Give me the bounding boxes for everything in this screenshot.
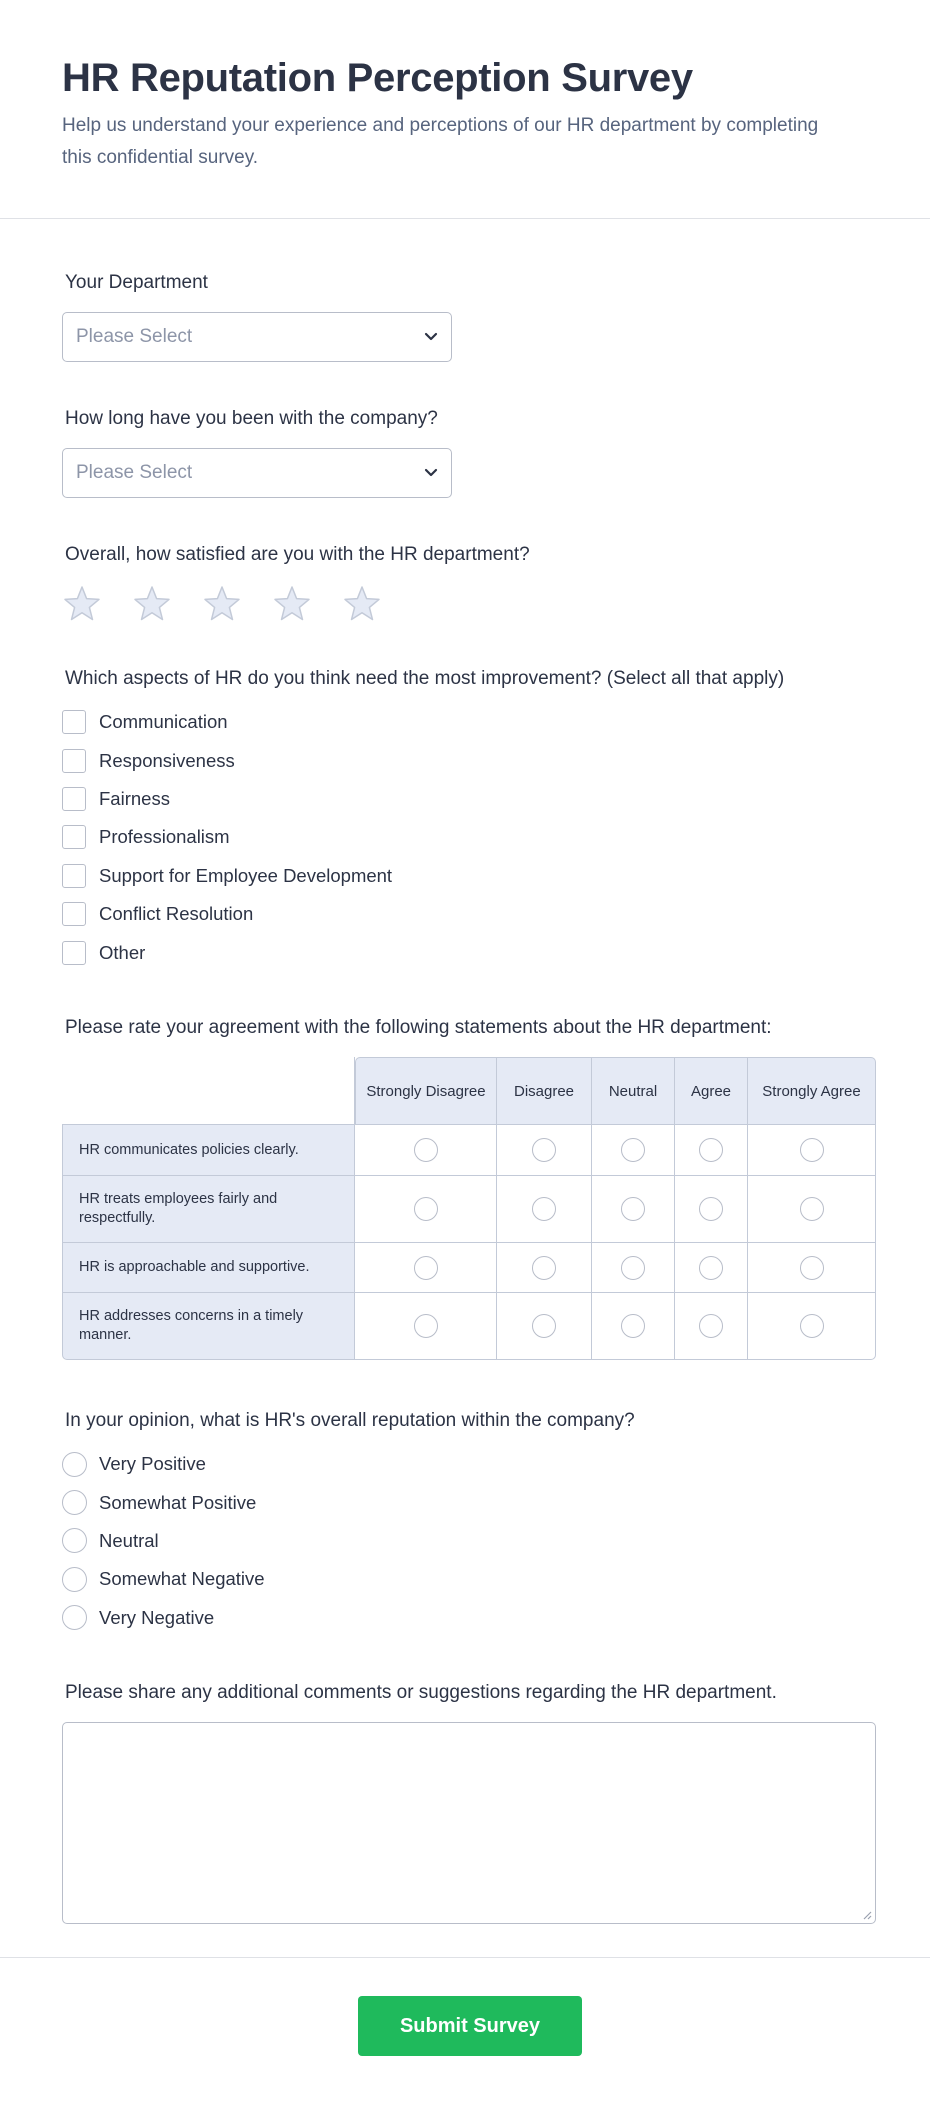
radio-button[interactable]: [62, 1605, 87, 1630]
matrix-radio[interactable]: [532, 1138, 556, 1162]
matrix-row-label: HR addresses concerns in a timely manner.: [62, 1293, 355, 1360]
checkbox-option[interactable]: Conflict Resolution: [62, 895, 392, 933]
chevron-down-icon: [423, 329, 439, 345]
reputation-label: In your opinion, what is HR's overall reputation within the company?: [65, 1410, 635, 1431]
star-icon[interactable]: [62, 584, 102, 624]
survey-header: [0, 0, 930, 219]
satisfaction-label: Overall, how satisfied are you with the HR department?: [65, 544, 530, 565]
star-rating: [62, 584, 382, 624]
checkbox-option[interactable]: Communication: [62, 703, 392, 741]
radio-option[interactable]: Somewhat Positive: [62, 1483, 265, 1521]
radio-option[interactable]: Very Positive: [62, 1445, 265, 1483]
matrix-column-header: Strongly Disagree: [355, 1057, 497, 1125]
submit-button[interactable]: Submit Survey: [358, 1996, 582, 2056]
matrix-radio[interactable]: [532, 1197, 556, 1221]
checkbox[interactable]: [62, 787, 86, 811]
department-label: Your Department: [65, 272, 208, 293]
matrix-column-header: Disagree: [497, 1057, 592, 1125]
improvement-label: Which aspects of HR do you think need the most improvement? (Select all that apply): [65, 668, 785, 689]
radio-option[interactable]: Very Negative: [62, 1599, 265, 1637]
matrix-radio[interactable]: [699, 1256, 723, 1280]
matrix-radio[interactable]: [699, 1314, 723, 1338]
matrix-row: [62, 1125, 876, 1176]
checkbox[interactable]: [62, 902, 86, 926]
improvement-options: [62, 703, 392, 972]
checkbox-option[interactable]: Support for Employee Development: [62, 857, 392, 895]
radio-button[interactable]: [62, 1528, 87, 1553]
page-title: HR Reputation Perception Survey: [62, 56, 693, 100]
matrix-radio[interactable]: [621, 1197, 645, 1221]
matrix-radio[interactable]: [699, 1138, 723, 1162]
matrix-radio[interactable]: [414, 1197, 438, 1221]
radio-option[interactable]: Neutral: [62, 1522, 265, 1560]
matrix-row: [62, 1176, 876, 1243]
star-icon[interactable]: [342, 584, 382, 624]
chevron-down-icon: [423, 465, 439, 481]
checkbox-option[interactable]: Responsiveness: [62, 741, 392, 779]
matrix-row-label: HR treats employees fairly and respectfully.: [62, 1176, 355, 1243]
checkbox[interactable]: [62, 710, 86, 734]
form-footer: [0, 1957, 930, 2102]
department-select-value: Please Select: [76, 326, 193, 347]
matrix-radio[interactable]: [800, 1138, 824, 1162]
department-select[interactable]: [62, 312, 452, 362]
matrix-radio[interactable]: [414, 1314, 438, 1338]
matrix-radio[interactable]: [699, 1197, 723, 1221]
tenure-select-value: Please Select: [76, 462, 193, 483]
matrix-column-header: Neutral: [592, 1057, 675, 1125]
radio-button[interactable]: [62, 1567, 87, 1592]
star-icon[interactable]: [202, 584, 242, 624]
agreement-label: Please rate your agreement with the following statements about the HR department:: [65, 1017, 772, 1038]
checkbox[interactable]: [62, 749, 86, 773]
checkbox[interactable]: [62, 864, 86, 888]
matrix-radio[interactable]: [621, 1138, 645, 1162]
matrix-radio[interactable]: [800, 1256, 824, 1280]
agreement-matrix: [62, 1057, 876, 1360]
checkbox[interactable]: [62, 825, 86, 849]
matrix-row-label: HR communicates policies clearly.: [62, 1125, 355, 1176]
matrix-radio[interactable]: [800, 1314, 824, 1338]
radio-option[interactable]: Somewhat Negative: [62, 1560, 265, 1598]
matrix-row: [62, 1243, 876, 1293]
comments-label: Please share any additional comments or suggestions regarding the HR department.: [65, 1682, 777, 1703]
matrix-row-label: HR is approachable and supportive.: [62, 1243, 355, 1293]
radio-button[interactable]: [62, 1452, 87, 1477]
matrix-radio[interactable]: [414, 1138, 438, 1162]
comments-textarea[interactable]: [62, 1722, 876, 1924]
matrix-radio[interactable]: [532, 1256, 556, 1280]
radio-button[interactable]: [62, 1490, 87, 1515]
matrix-column-header: Strongly Agree: [748, 1057, 876, 1125]
matrix-row: [62, 1293, 876, 1360]
resize-grip-icon[interactable]: [862, 1910, 872, 1920]
matrix-radio[interactable]: [621, 1256, 645, 1280]
star-icon[interactable]: [272, 584, 312, 624]
checkbox-option[interactable]: Fairness: [62, 780, 392, 818]
matrix-radio[interactable]: [621, 1314, 645, 1338]
checkbox-option[interactable]: Other: [62, 933, 392, 971]
matrix-radio[interactable]: [414, 1256, 438, 1280]
tenure-select[interactable]: [62, 448, 452, 498]
checkbox-option[interactable]: Professionalism: [62, 818, 392, 856]
matrix-corner: [62, 1057, 355, 1125]
star-icon[interactable]: [132, 584, 172, 624]
matrix-column-header: Agree: [675, 1057, 748, 1125]
tenure-label: How long have you been with the company?: [65, 408, 438, 429]
reputation-options: [62, 1445, 265, 1637]
checkbox[interactable]: [62, 941, 86, 965]
matrix-radio[interactable]: [800, 1197, 824, 1221]
page-subtitle: Help us understand your experience and perceptions of our HR department by completing this confidential survey.: [62, 115, 819, 168]
matrix-radio[interactable]: [532, 1314, 556, 1338]
